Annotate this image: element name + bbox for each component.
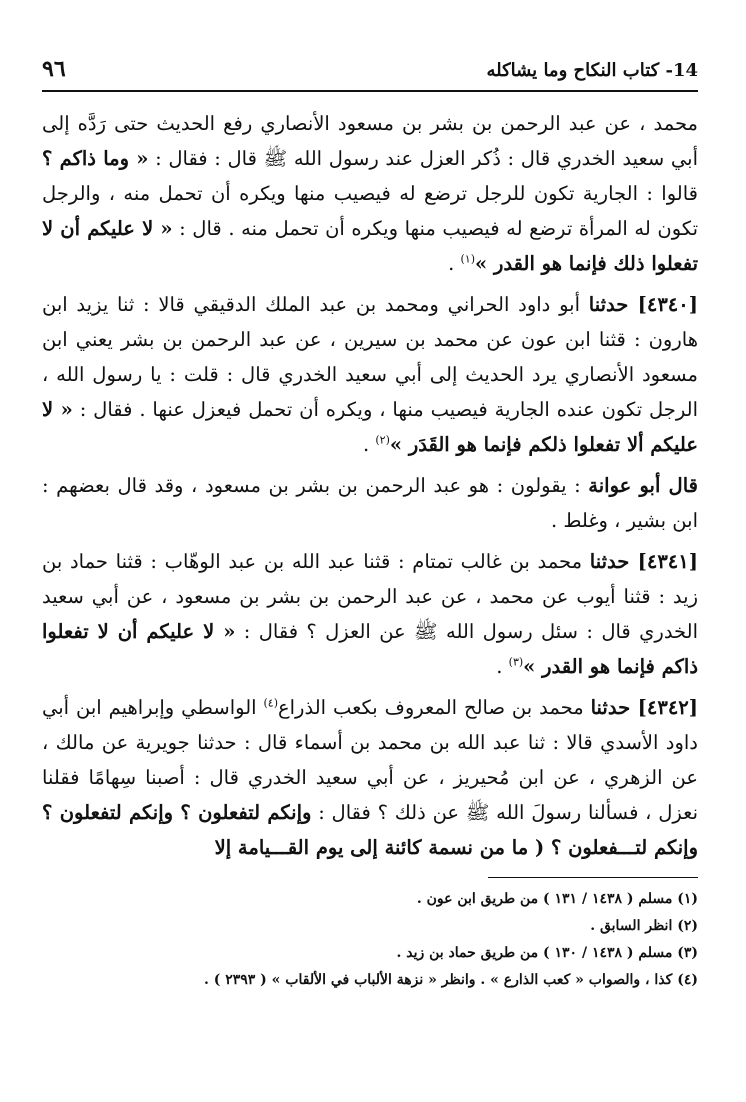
text-run: محمد بن غالب تمتام : قثنا عبد الله بن عبد الوهّاب : قثنا حماد بن زيد : قثنا أيوب عن محمد ، عن عبد الرحمن بن بشر بن مسعود ، عن أبي سعيد الخدري قال : سئل رسول الله ﷺ عن العزل ؟ فقال : xyxy=(42,550,698,643)
text-run: الواسطي وإبراهيم ابن أبي داود الأسدي قالا : ثنا عبد الله بن محمد بن أسماء قال : حدثنا جويرية عن مالك ، عن الزهري ، عن ابن مُحيريز ، عن أبي سعيد الخدري قال : أصبنا سِهامًا فقلنا نعزل ، فسألنا رسولَ الله ﷺ عن ذلك ؟ فقال : xyxy=(42,696,698,824)
footnotes xyxy=(42,877,698,994)
hadith-4341 xyxy=(42,544,698,684)
text-run: . xyxy=(362,433,376,456)
page-number: ٩٦ xyxy=(42,56,66,82)
footnote-1: (١) مسلم ( ١٤٣٨ / ١٣١ ) من طريق ابن عون . xyxy=(416,891,698,907)
hadith-4340 xyxy=(42,287,698,462)
main-text xyxy=(42,106,698,865)
text-run: محمد بن صالح المعروف بكعب الذراع xyxy=(278,696,591,719)
footnote-3: (٣) مسلم ( ١٤٣٨ / ١٣٠ ) من طريق حماد بن زيد . xyxy=(396,945,698,961)
text-run: : يقولون : هو عبد الرحمن بن بشر بن مسعود ، وقد قال بعضهم : ابن بشير ، وغلط . xyxy=(42,474,698,532)
quote-run: وإنكم لتفعلون ؟ وإنكم لتفعلون ؟ وإنكم لتـــفعلون ؟ ( ما من نسمة كائنة إلى يوم القـــيامة إلا xyxy=(42,801,698,859)
note-abu-awana xyxy=(42,468,698,538)
text-run: . xyxy=(496,655,509,678)
book-title: 14- كتاب النكاح وما يشاكله xyxy=(486,60,698,81)
footnote-ref[interactable]: (٣) xyxy=(508,655,524,669)
hadith-number: [٤٣٤٠] حدثنا xyxy=(588,293,698,316)
hadith-4342 xyxy=(42,690,698,865)
text-run: . xyxy=(448,252,461,275)
footnote-ref[interactable]: (١) xyxy=(460,252,476,266)
text-run: أبو داود الحراني ومحمد بن عبد الملك الدقيقي قالا : ثنا يزيد ابن هارون : قثنا ابن عون عن محمد بن سيرين ، عن عبد الرحمن بن بشر يعني ابن مسعود الأنصاري يرد الحديث إلى أبي سعيد الخدري قال : قلت : يا رسول الله ، الرجل تكون عنده الجارية فيصيب منها ، ويكره أن تحمل فيعزل عنها . فقال : xyxy=(42,293,698,421)
speaker: قال أبو عوانة xyxy=(588,474,698,497)
page-header xyxy=(42,56,698,92)
text-run: محمد ، عن عبد الرحمن بن بشر بن مسعود الأنصاري رفع الحديث حتى رَدَّه إلى أبي سعيد الخدري قال : ذُكر العزل عند رسول الله ﷺ قال : فقال : xyxy=(42,112,698,170)
quote-run: « لا عليكم أن لا تفعلوا ذاكم فإنما هو القدر » xyxy=(42,620,698,678)
footnote-2: (٢) انظر السابق . xyxy=(590,918,698,934)
footnote-4: (٤) كذا ، والصواب « كعب الذارع » . وانظر « نزهة الألباب في الألقاب » ( ٢٣٩٣ ) . xyxy=(203,972,698,988)
footnote-ref[interactable]: (٤) xyxy=(263,696,278,710)
footnote-ref[interactable]: (٢) xyxy=(375,433,390,447)
hadith-number: [٤٣٤١] حدثنا xyxy=(589,550,698,573)
hadith-number: [٤٣٤٢] حدثنا xyxy=(590,696,699,719)
quote-run: « لا عليكم أن لا تفعلوا ذلك فإنما هو القدر » xyxy=(42,217,698,275)
quote-run: « لا عليكم ألا تفعلوا ذلكم فإنما هو القَدَر » xyxy=(42,398,698,456)
paragraph-1 xyxy=(42,106,698,281)
text-run: قالوا : الجارية تكون للرجل ترضع له فيصيب منها ويكره أن تحمل منه ، والرجل تكون له المرأة ترضع له فيصيب منها ويكره أن تحمل منه . قال : xyxy=(42,182,698,240)
footnote-divider xyxy=(488,877,698,878)
quote-run: « وما ذاكم ؟ xyxy=(42,147,149,170)
